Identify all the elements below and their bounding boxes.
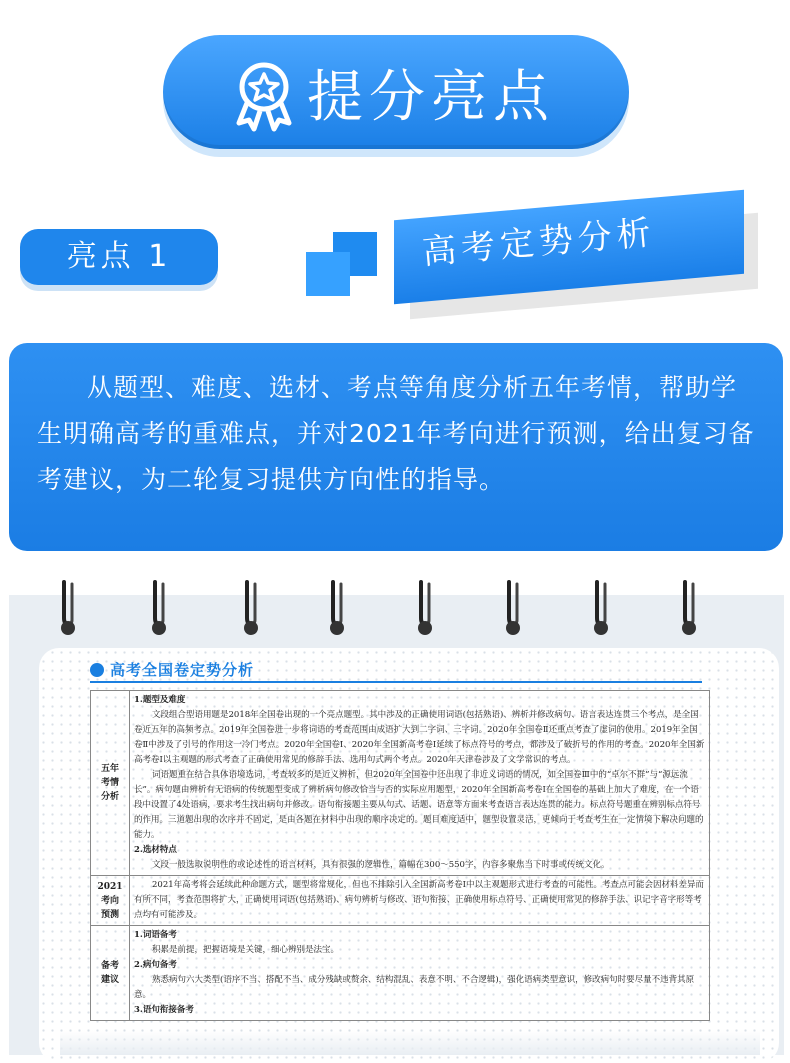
row-content: [130, 876, 710, 926]
hero-title: 提分亮点: [307, 65, 555, 130]
row-content: [130, 926, 710, 1021]
spiral-ring-icon: [238, 578, 264, 638]
magnifier-icon: [90, 663, 104, 677]
table-row: [91, 926, 710, 1021]
spiral-ring-icon: [588, 578, 614, 638]
content-heading: 1.词语备考: [134, 930, 177, 940]
content-paragraph: 文段一般选取说明性的或论述性的语言材料，具有很强的逻辑性，篇幅在300～550字，内容多聚焦当下时事或传统文化。: [152, 860, 610, 870]
spiral-ring-icon: [500, 578, 526, 638]
content-heading: 1.题型及难度: [134, 695, 186, 705]
row-label: 备考 建议: [91, 926, 130, 1021]
content-paragraph: 词语题重在结合具体语境选词，考查较多的是近义辨析，但2020年全国卷中还出现了非近义词语的情况，如全国卷Ⅲ中的“卓尔不群”与“源远流长”。病句题由辨析有无语病的传统题型变成了辨析病句修改恰当与否的实际应用题型，2020年全国新高考卷Ⅰ在全国卷的基础上加大了难度，在一个语段中设置了4处语病，要求考生找出病句并修改。语句衔接题主要从句式、话题、语意等方面来考查语言表达连贯的能力。标点符号题重在辨别标点符号的作用。三道题出现的次序并不固定，是由各题在材料中出现的顺序决定的。题目难度适中，题型设置灵活，更倾向于考查考生在一定情境下解决问题的能力。: [134, 770, 704, 840]
content-paragraph: 熟悉病句六大类型(语序不当、搭配不当、成分残缺或赘余、结构混乱、表意不明、不合逻辑)，强化语病类型意识，修改病句时要尽量不违背其原意。: [134, 975, 695, 1000]
spiral-ring-icon: [146, 578, 172, 638]
content-paragraph: 2021年高考将会延续此种命题方式，题型将常规化，但也不排除引入全国新高考卷Ⅰ中以主观题形式进行考查的可能性。考查点可能会因材料差异而有所不同，考查范围将扩大，正确使用词语(包括熟语)、病句辨析与修改、语句衔接、正确使用标点符号、正确使用常见的修辞手法、识记字音字形等考点均有可能涉及。: [134, 880, 704, 920]
highlight-number-pill: [20, 229, 218, 285]
sheet-title: 高考全国卷定势分析: [110, 661, 255, 679]
bottom-fade: [60, 1030, 760, 1055]
sheet-title-rule: [90, 681, 702, 683]
description-text: 从题型、难度、选材、考点等角度分析五年考情，帮助学生明确高考的重难点，并对2021年考向进行预测，给出复习备考建议，为二轮复习提供方向性的指导。: [37, 373, 755, 494]
content-heading: 2.病句备考: [134, 960, 177, 970]
description-box: [9, 343, 783, 551]
content-paragraph: 积累是前提，把握语境是关键，细心辨别是法宝。: [152, 945, 340, 955]
highlight-number-label: 亮点 1: [66, 239, 172, 274]
table-row: [91, 691, 710, 876]
spiral-ring-icon: [324, 578, 350, 638]
section-banner-title: 高考定势分析: [420, 212, 658, 273]
hero-title-pill: [163, 35, 629, 149]
decor-square-front: [306, 252, 350, 296]
content-paragraph: 文段组合型语用题是2018年全国卷出现的一个亮点题型。其中涉及的正确使用词语(包括熟语)、辨析并修改病句、语言表达连贯三个考点，是全国卷近五年的高频考点。2019年全国卷进一步将词语的考查范围由成语扩大到二字词、三字词。2020年全国卷Ⅱ还重点考查了虚词的使用。2019年全国卷Ⅱ中涉及了引号的作用这一冷门考点。2020年全国卷Ⅰ、2020年全国新高考卷Ⅰ延续了标点符号的考点，都涉及了破折号的作用的考查。2020年全国新高考卷Ⅰ以主观题的形式考查了正确使用常见的修辞手法、选用句式两个考点。2020年天津卷涉及了文学常识的考点。: [134, 710, 705, 765]
content-heading: 3.语句衔接备考: [134, 1005, 194, 1015]
row-content: [130, 691, 710, 876]
content-heading: 2.选材特点: [134, 845, 177, 855]
award-badge-icon: [229, 57, 299, 133]
spiral-ring-icon: [412, 578, 438, 638]
spiral-ring-icon: [55, 578, 81, 638]
analysis-table: [90, 690, 710, 1021]
table-row: [91, 876, 710, 926]
spiral-ring-icon: [676, 578, 702, 638]
row-label: 五年 考情 分析: [91, 691, 130, 876]
row-label: 2021 考向 预测: [91, 876, 130, 926]
